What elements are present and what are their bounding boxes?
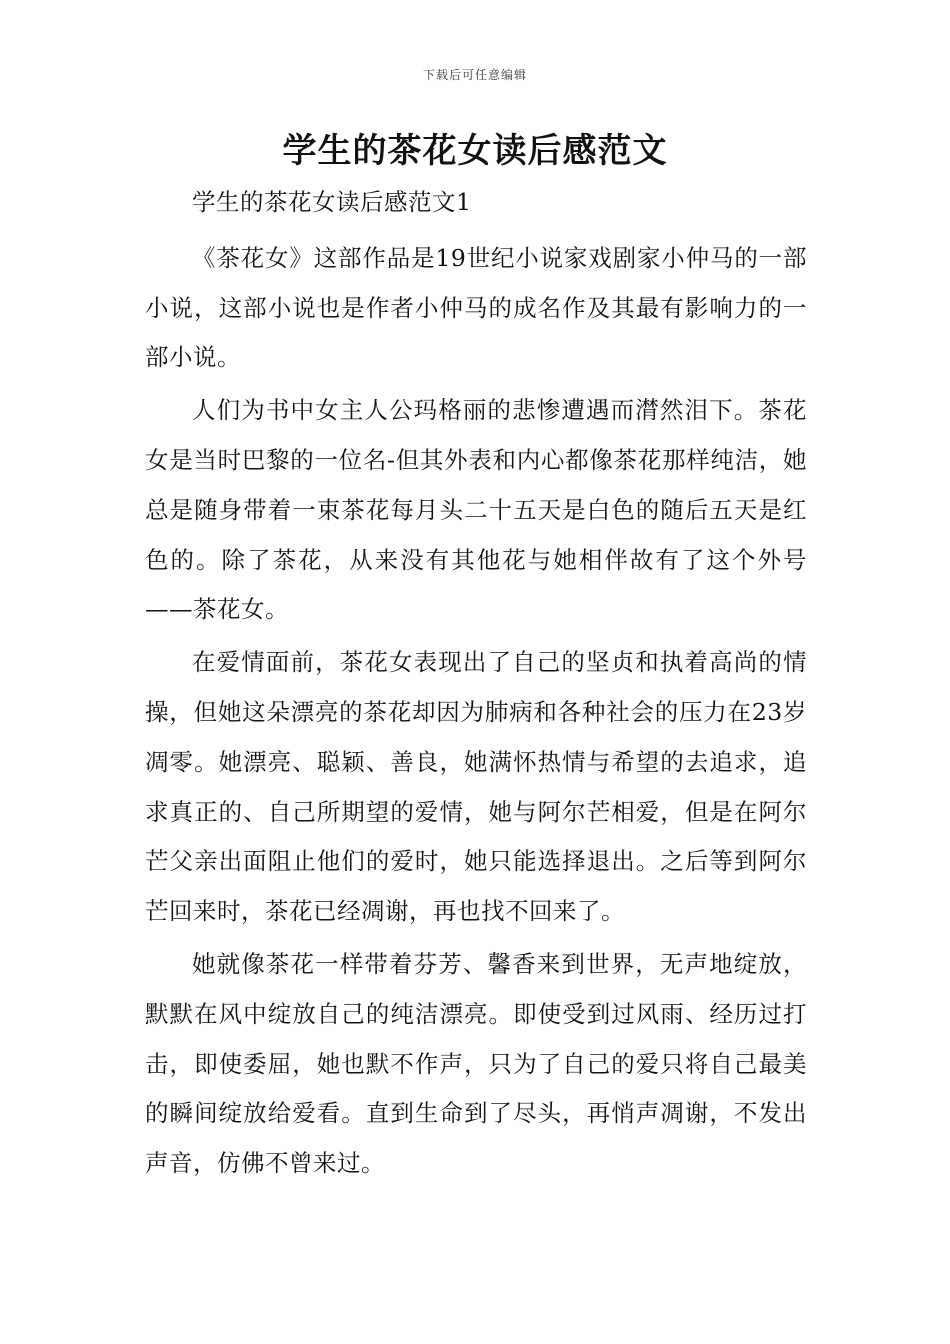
section-subtitle: 学生的茶花女读后感范文1: [192, 188, 472, 216]
paragraph-4: 她就像茶花一样带着芬芳、馨香来到世界，无声地绽放，默默在风中绽放自己的纯洁漂亮。即使受到过风雨、经历过打击，即使委屈，她也默不作声，只为了自己的爱只将自己最美的瞬间绽放给爱看。直到生命到了尽头，再悄声凋谢，不发出声音，仿佛不曾来过。: [145, 949, 807, 1178]
header-note: 下载后可任意编辑: [422, 68, 527, 82]
document-title: 学生的茶花女读后感范文: [282, 131, 668, 171]
paragraph-3: 在爱情面前，茶花女表现出了自己的坚贞和执着高尚的情操，但她这朵漂亮的茶花却因为肺病和各种社会的压力在23岁凋零。她漂亮、聪颖、善良，她满怀热情与希望的去追求，追求真正的、自己所期望的爱情，她与阿尔芒相爱，但是在阿尔芒父亲出面阻止他们的爱时，她只能选择退出。之后等到阿尔芒回来时，茶花已经凋谢，再也找不回来了。: [145, 648, 807, 926]
document-body: [145, 178, 807, 1189]
paragraph-2: 人们为书中女主人公玛格丽的悲惨遭遇而潸然泪下。茶花女是当时巴黎的一位名-但其外表和内心都像茶花那样纯洁，她总是随身带着一束茶花每月头二十五天是白色的随后五天是红色的。除了茶花，从来没有其他花与她相伴故有了这个外号——茶花女。: [145, 396, 807, 624]
paragraph-1: 《茶花女》这部作品是19世纪小说家戏剧家小仲马的一部小说，这部小说也是作者小仲马的成名作及其最有影响力的一部小说。: [145, 243, 807, 372]
